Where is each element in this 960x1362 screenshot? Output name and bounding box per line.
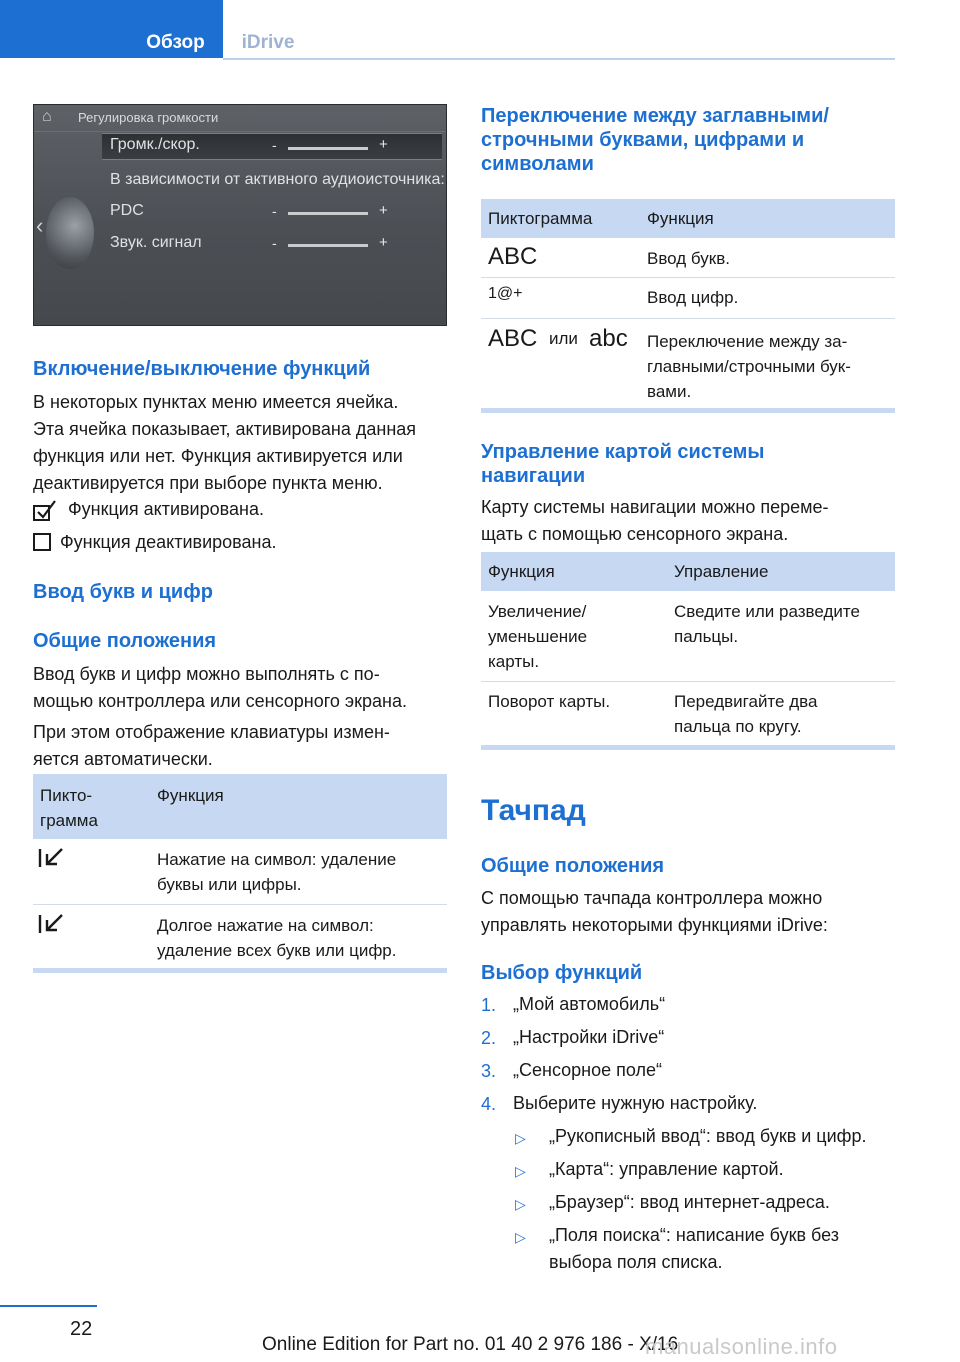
- digits-symbols-icon: 1@+: [488, 285, 523, 302]
- table-cell: Ввод цифр.: [647, 288, 739, 307]
- triangle-bullet-icon: ▷: [515, 1163, 526, 1179]
- minus-label: -: [272, 235, 277, 251]
- paragraph-touchpad: [481, 885, 828, 939]
- backspace-icon: [38, 913, 68, 935]
- plus-label: +: [379, 234, 388, 251]
- section-title-case: [481, 104, 829, 176]
- table-row-divider: [33, 904, 447, 905]
- table-end-rule: [481, 408, 895, 413]
- text-line: В некоторых пунктах меню имеется ячейка.: [33, 392, 399, 412]
- text-line: главными/строчными бук-: [647, 357, 851, 376]
- text-line: мощью контроллера или сенсорного экрана.: [33, 691, 407, 711]
- edition-text: Online Edition for Part no. 01 40 2 976 186 - X/16: [262, 1334, 679, 1355]
- controller-knob-icon: [46, 197, 94, 269]
- slider-volume: [288, 147, 368, 150]
- triangle-bullet-icon: ▷: [515, 1229, 526, 1245]
- text-line: деактивируется при выборе пункта меню.: [33, 473, 383, 493]
- column-header: Пиктограмма: [488, 209, 593, 228]
- text-line: функция или нет. Функция активируется или: [33, 446, 403, 466]
- text-line: Передвигайте два: [674, 692, 818, 711]
- text-line: пальцы.: [674, 627, 739, 646]
- table-cell: [674, 689, 817, 739]
- table-cell: [157, 847, 396, 897]
- column-header: Пикто-: [40, 786, 93, 805]
- slider-pdc: [288, 212, 368, 215]
- list-number: 2.: [481, 1028, 497, 1048]
- text-line: щать с помощью сенсорного экрана.: [481, 524, 789, 544]
- text-line: навигации: [481, 465, 586, 487]
- column-header: Функция: [157, 786, 224, 805]
- screen-title: Регулировка громкости: [78, 110, 219, 125]
- text-line: Управление картой системы: [481, 441, 765, 463]
- text-line: Карту системы навигации можно переме-: [481, 497, 829, 517]
- paragraph-toggle: [33, 389, 416, 497]
- column-header: Управление: [674, 562, 769, 581]
- subsection-title-general: Общие положения: [481, 855, 665, 877]
- table-row-divider: [481, 277, 895, 278]
- text-line: символами: [481, 153, 594, 175]
- list-item: „Сенсорное поле“: [513, 1060, 663, 1080]
- paragraph-map: [481, 494, 828, 548]
- table-row-divider: [481, 318, 895, 319]
- screen-row-pdc: PDC: [110, 202, 144, 219]
- checkbox-checked-icon: [33, 500, 57, 522]
- chapter-title: Тачпад: [481, 794, 586, 827]
- chevron-left-icon: ‹: [36, 213, 44, 238]
- list-number: 4.: [481, 1094, 497, 1114]
- tab-idrive[interactable]: iDrive: [241, 31, 295, 53]
- paragraph-input-1: [33, 661, 407, 715]
- watermark: manualsonline.info: [645, 1334, 838, 1359]
- text-line: Нажатие на символ: удаление: [157, 850, 397, 869]
- screen-row-signal: Звук. сигнал: [110, 234, 202, 251]
- paragraph-input-2: [33, 719, 390, 773]
- text-line: Увеличение/: [488, 602, 587, 621]
- column-header: Функция: [647, 209, 714, 228]
- text-line: С помощью тачпада контроллера можно: [481, 888, 823, 908]
- or-label: или: [549, 329, 578, 348]
- text-line: Долгое нажатие на символ:: [157, 916, 374, 935]
- subsection-title-general: Общие положения: [33, 630, 217, 652]
- header-divider: [223, 58, 895, 60]
- table-header: [33, 774, 447, 839]
- table-cell: [647, 329, 851, 404]
- list-item: „Мой автомобиль“: [513, 994, 666, 1014]
- text-line: выбора поля списка.: [549, 1252, 723, 1272]
- screen-row-dependent: В зависимости от активного аудиоисточника:: [110, 171, 445, 188]
- text-line: Ввод букв и цифр можно выполнять с по-: [33, 664, 380, 684]
- text-line: Сведите или разведите: [674, 602, 860, 621]
- page-number: 22: [70, 1318, 93, 1340]
- list-item: „Браузер“: ввод интернет-адреса.: [549, 1192, 830, 1212]
- plus-label: +: [379, 202, 388, 219]
- text-line: Эта ячейка показывает, активирована данная: [33, 419, 417, 439]
- text-line: пальца по кругу.: [674, 717, 802, 736]
- minus-label: -: [272, 137, 277, 153]
- text-line: вами.: [647, 382, 692, 401]
- checkbox-unchecked-icon: [33, 533, 51, 551]
- abc-lowercase-icon: abc: [589, 325, 628, 352]
- list-number: 1.: [481, 995, 497, 1015]
- abc-uppercase-icon: ABC: [488, 243, 538, 270]
- list-item: „Карта“: управление картой.: [549, 1159, 784, 1179]
- section-title-input: Ввод букв и цифр: [33, 581, 213, 603]
- text-line: управлять некоторыми функциями iDrive:: [481, 915, 828, 935]
- abc-uppercase-icon: ABC: [488, 325, 538, 352]
- text-line: уменьшение: [488, 627, 588, 646]
- table-row-divider: [481, 681, 895, 682]
- text-line: При этом отображение клавиатуры измен-: [33, 722, 390, 742]
- table-end-rule: [33, 968, 447, 973]
- text-line: яется автоматически.: [33, 749, 213, 769]
- list-item: „Рукописный ввод“: ввод букв и цифр.: [549, 1126, 867, 1146]
- section-title-map: [481, 440, 765, 488]
- screen-divider: [34, 131, 447, 132]
- text-line: буквы или цифры.: [157, 875, 302, 894]
- text-line: „Поля поиска“: написание букв без: [549, 1225, 839, 1245]
- slider-signal: [288, 244, 368, 247]
- list-item: [549, 1222, 839, 1276]
- column-header: грамма: [40, 811, 98, 830]
- text-line: карты.: [488, 652, 540, 671]
- section-title-toggle: Включение/выключение функций: [33, 358, 371, 380]
- subsection-title-select: Выбор функций: [481, 962, 643, 984]
- text-line: удаление всех букв или цифр.: [157, 941, 397, 960]
- backspace-icon: [38, 847, 68, 869]
- tab-overview[interactable]: Обзор: [128, 27, 223, 58]
- list-item: Выберите нужную настройку.: [513, 1093, 758, 1113]
- triangle-bullet-icon: ▷: [515, 1130, 526, 1146]
- table-header: [481, 199, 895, 238]
- table-end-rule: [481, 745, 895, 750]
- text-line: Переключение между заглавными/: [481, 105, 829, 127]
- list-item: „Настройки iDrive“: [513, 1027, 665, 1047]
- checked-label: Функция активирована.: [68, 499, 264, 519]
- text-line: строчными буквами, цифрами и: [481, 129, 805, 151]
- volume-screen-image: [33, 104, 447, 326]
- footer-rule: [0, 1305, 97, 1307]
- list-number: 3.: [481, 1061, 497, 1081]
- table-cell: Ввод букв.: [647, 249, 730, 268]
- table-cell: Поворот карты.: [488, 692, 611, 711]
- column-header: Функция: [488, 562, 555, 581]
- unchecked-label: Функция деактивирована.: [60, 532, 277, 552]
- table-cell: [157, 913, 396, 963]
- text-line: Переключение между за-: [647, 332, 848, 351]
- minus-label: -: [272, 203, 277, 219]
- home-icon: ⌂: [42, 108, 52, 125]
- table-cell: [488, 599, 587, 674]
- screen-row-volume: Громк./скор.: [110, 136, 200, 153]
- table-header: [481, 552, 895, 591]
- table-cell: [674, 599, 860, 649]
- triangle-bullet-icon: ▷: [515, 1196, 526, 1212]
- plus-label: +: [379, 136, 388, 153]
